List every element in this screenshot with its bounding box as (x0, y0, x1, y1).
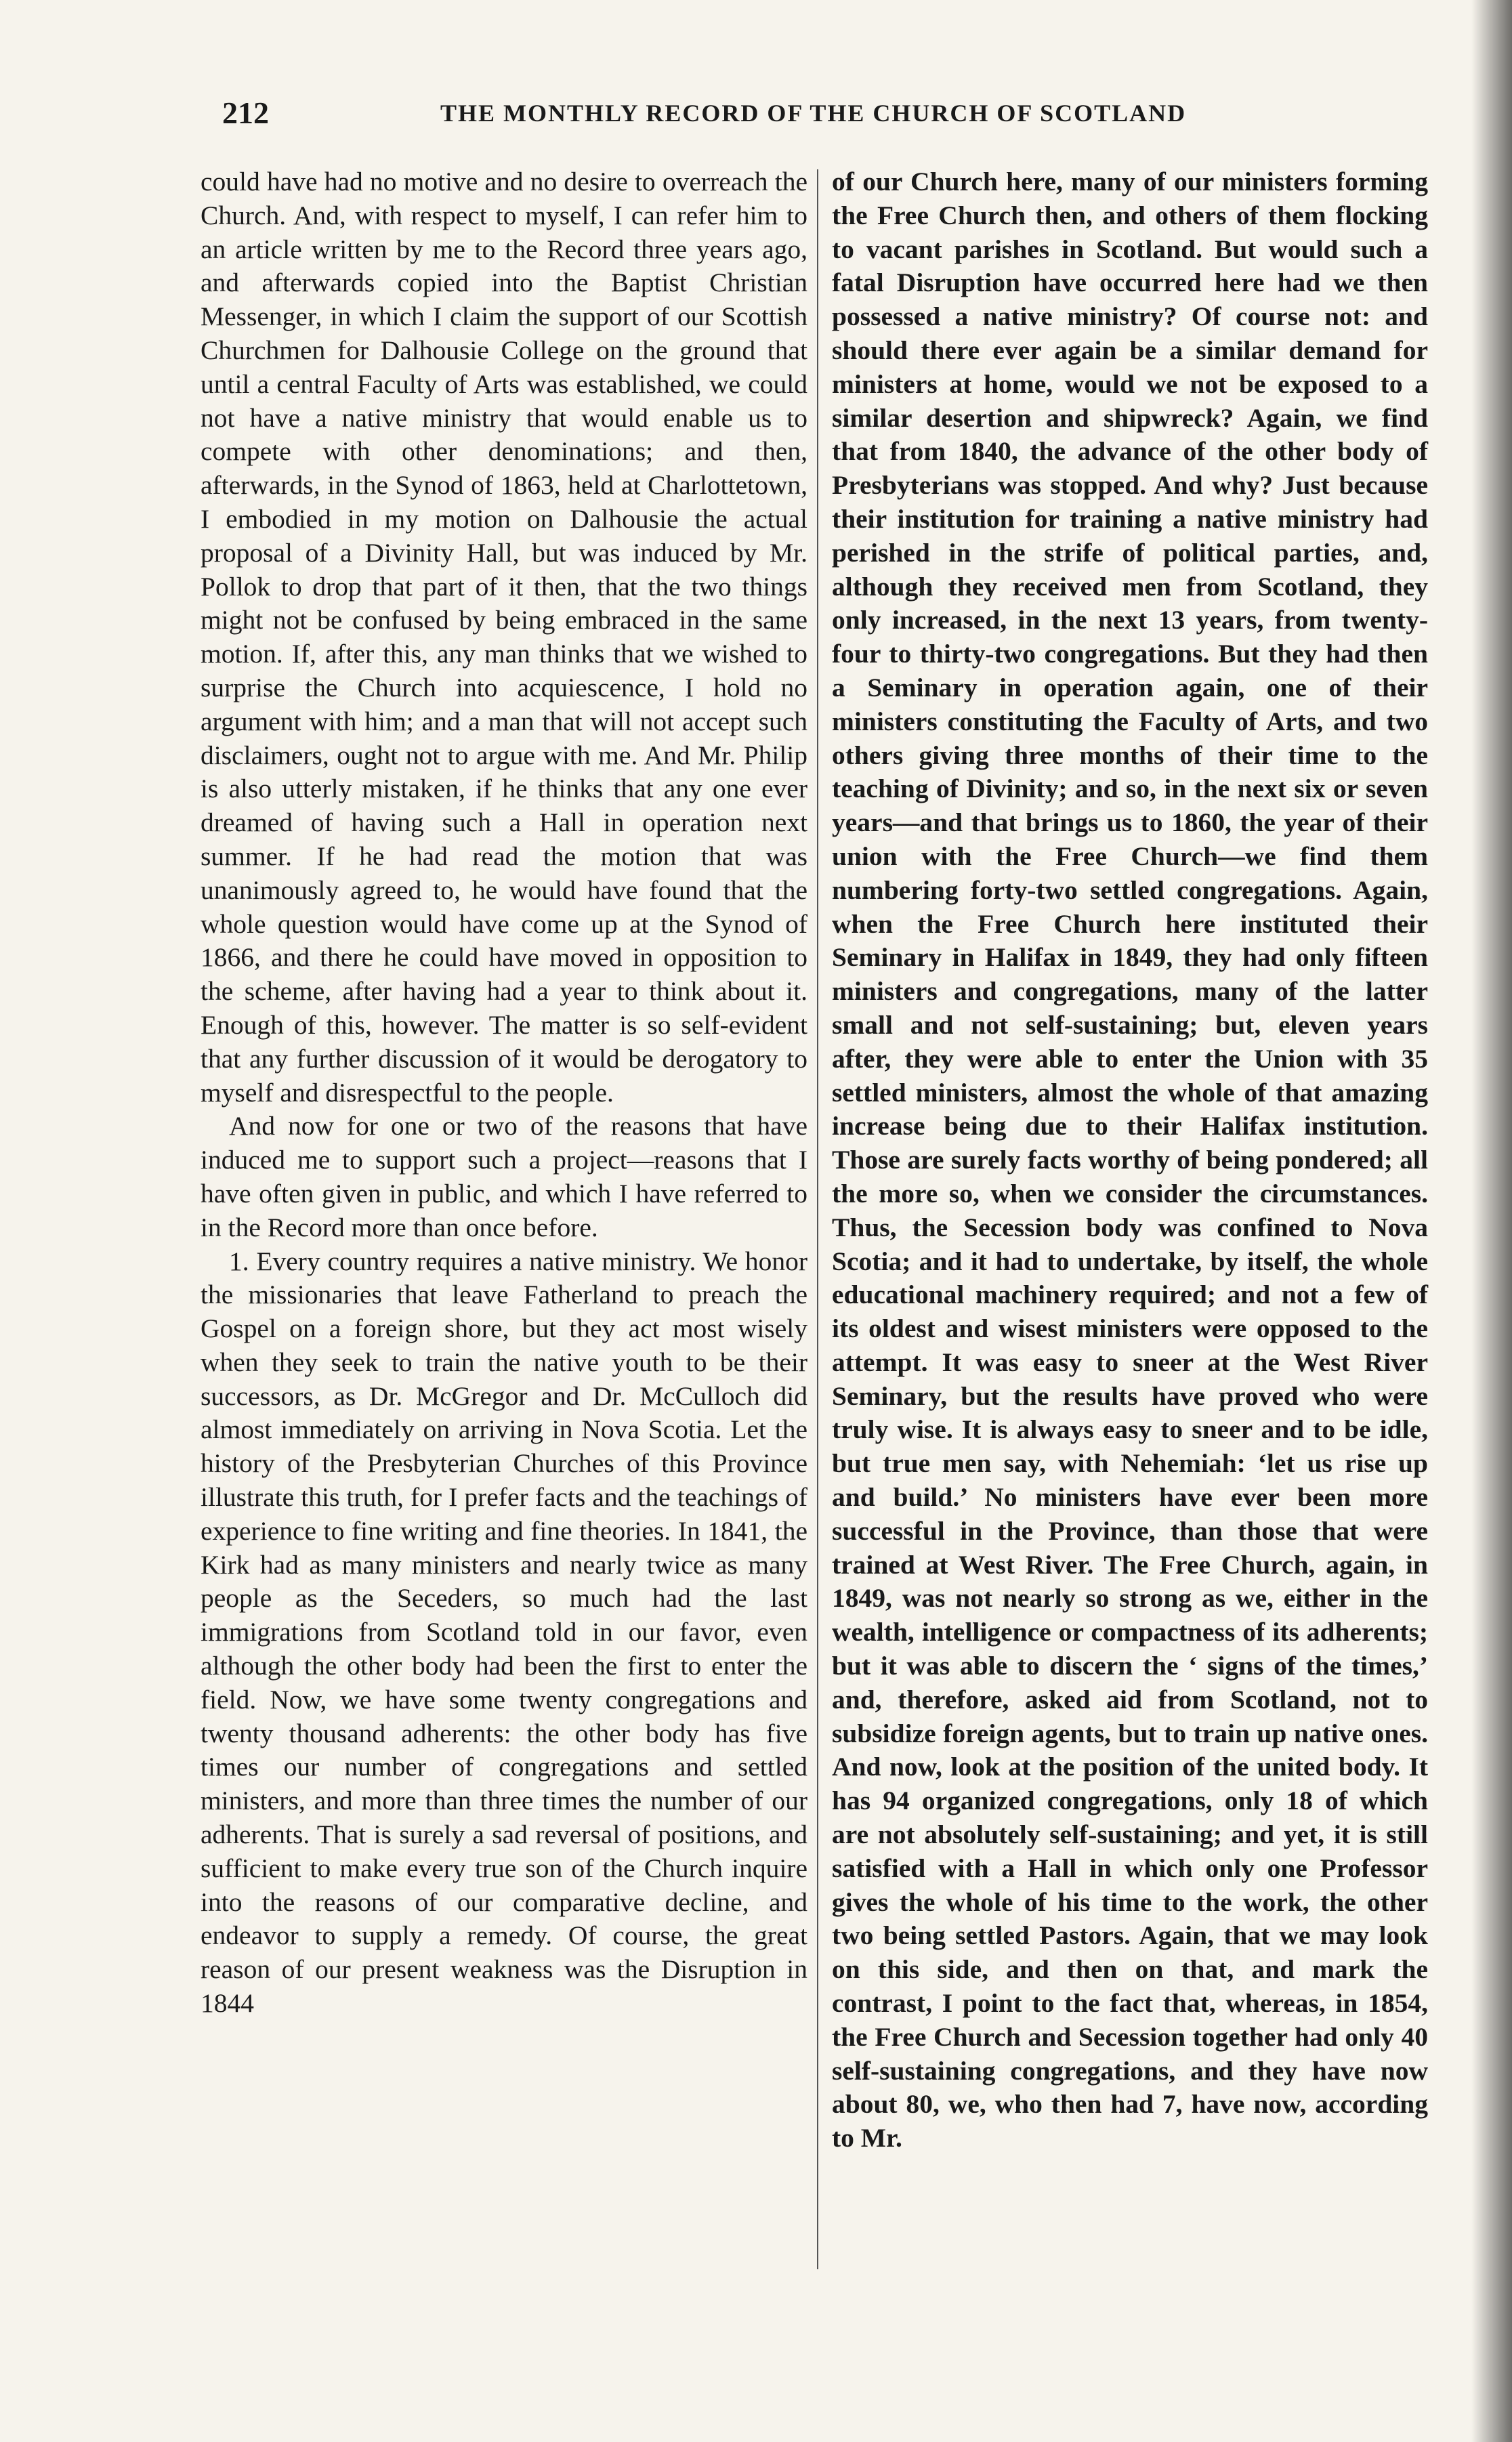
column-divider (817, 169, 818, 2269)
page-header (196, 95, 1314, 135)
paragraph: And now for one or two of the reasons that have induced me to support such a project—reasons that I have often given in public, and which I have referred to in the Record more than once before. (201, 1111, 807, 1242)
page-edge-shadow (1471, 0, 1512, 2442)
paragraph: could have had no motive and no desire to overreach the Church. And, with respect to myself, I can refer him to an article written by me to the Record three years ago, and afterwards copied into the Baptist Christian Messenger, in which I claim the support of our Scottish Churchmen for Dalhousie College on the ground that until a central Faculty of Arts was established, we could not have a native ministry that would enable us to compete with other denominations; and then, afterwards, in the Synod of 1863, held at Charlottetown, I embodied in my motion on Dalhousie the actual proposal of a Divinity Hall, but was induced by Mr. Pollok to drop that part of it then, that the two things might not be confused by being embraced in the same motion. If, after this, any man thinks that we wished to surprise the Church into acquiescence, I hold no argument with him; and a man that will not accept such disclaimers, ought not to argue with me. And Mr. Philip is also utterly mistaken, if he thinks that any one ever dreamed of having such a Hall in operation next summer. If he had read the motion that was unanimously agreed to, he would have found that the whole question would have come up at the Synod of 1866, and there he could have moved in opposition to the scheme, after having had a year to think about it. Enough of this, however. The matter is so self-evident that any further discussion of it would be derogatory to myself and disrespectful to the people. (201, 167, 807, 1108)
paragraph: of our Church here, many of our ministers forming the Free Church then, and others of them flocking to vacant parishes in Scotland. But would such a fatal Disruption have occurred here had we then possessed a native ministry? Of course not: and should there ever again be a similar demand for ministers at home, would we not be exposed to a similar desertion and shipwreck? Again, we find that from 1840, the advance of the other body of Presbyterians was stopped. And why? Just because their institution for training a native ministry had perished in the strife of political parties, and, although they received men from Scotland, they only increased, in the next 13 years, from twenty-four to thirty-two congregations. But they had then a Seminary in operation again, one of their ministers constituting the Faculty of Arts, and two others giving three months of their time to the teaching of Divinity; and so, in the next six or seven years—and that brings us to 1860, the year of their union with the Free Church—we find them numbering forty-two settled congregations. Again, when the Free Church here instituted their Seminary in Halifax in 1849, they had only fifteen ministers and congregations, many of the latter small and not self-sustaining; but, eleven years after, they were able to enter the Union with 35 settled ministers, almost the whole of that amazing increase being due to their Halifax institution. Those are surely facts worthy of being pondered; all the more so, when we consider the circumstances. Thus, the Secession body was confined to Nova Scotia; and it had to undertake, by itself, the whole educational machinery required; and not a few of its oldest and wisest ministers were opposed to the attempt. It was easy to sneer at the West River Seminary, but the results have proved who were truly wise. It is always easy to sneer and to be idle, but true men say, with Nehemiah: ‘let us rise up and build.’ No ministers have ever been more successful in the Province, than those that were trained at West River. The Free Church, again, in 1849, was not nearly so strong as we, either in the wealth, intelligence or compactness of its adherents; but it was able to discern the ‘ signs of the times,’ and, therefore, asked aid from Scotland, not to subsidize foreign agents, but to train up native ones. And now, look at the position of the united body. It has 94 organized congregations, only 18 of which are not absolutely self-sustaining; and yet, it is still satisfied with a Hall in which only one Professor gives the whole of his time to the work, the other two being settled Pastors. Again, that we may look on this side, and then on that, and mark the contrast, I point to the fact that, whereas, in 1854, the Free Church and Secession together had only 40 self-sustaining congregations, and they have now about 80, we, who then had 7, have now, according to Mr. (832, 167, 1428, 2153)
left-column (201, 165, 807, 2021)
page-number: 212 (222, 96, 269, 130)
running-title: THE MONTHLY RECORD OF THE CHURCH OF SCOTLAND (440, 100, 1187, 127)
paragraph: 1. Every country requires a native ministry. We honor the missionaries that leave Fatherland to preach the Gospel on a foreign shore, but they act most wisely when they seek to train the native youth to be their successors, as Dr. McGregor and Dr. McCulloch did almost immediately on arriving in Nova Scotia. Let the history of the Presbyterian Churches of this Province illustrate this truth, for I prefer facts and the teachings of experience to fine writing and fine theories. In 1841, the Kirk had as many ministers and nearly twice as many people as the Seceders, so much had the last immigrations from Scotland told in our favor, even although the other body had been the first to enter the field. Now, we have some twenty congregations and twenty thousand adherents: the other body has five times our number of congregations and settled ministers, and more than three times the number of our adherents. That is surely a sad reversal of positions, and sufficient to make every true son of the Church inquire into the reasons of our comparative decline, and endeavor to supply a remedy. Of course, the great reason of our present weakness was the Disruption in 1844 (201, 1246, 807, 2019)
right-column (832, 165, 1428, 2155)
